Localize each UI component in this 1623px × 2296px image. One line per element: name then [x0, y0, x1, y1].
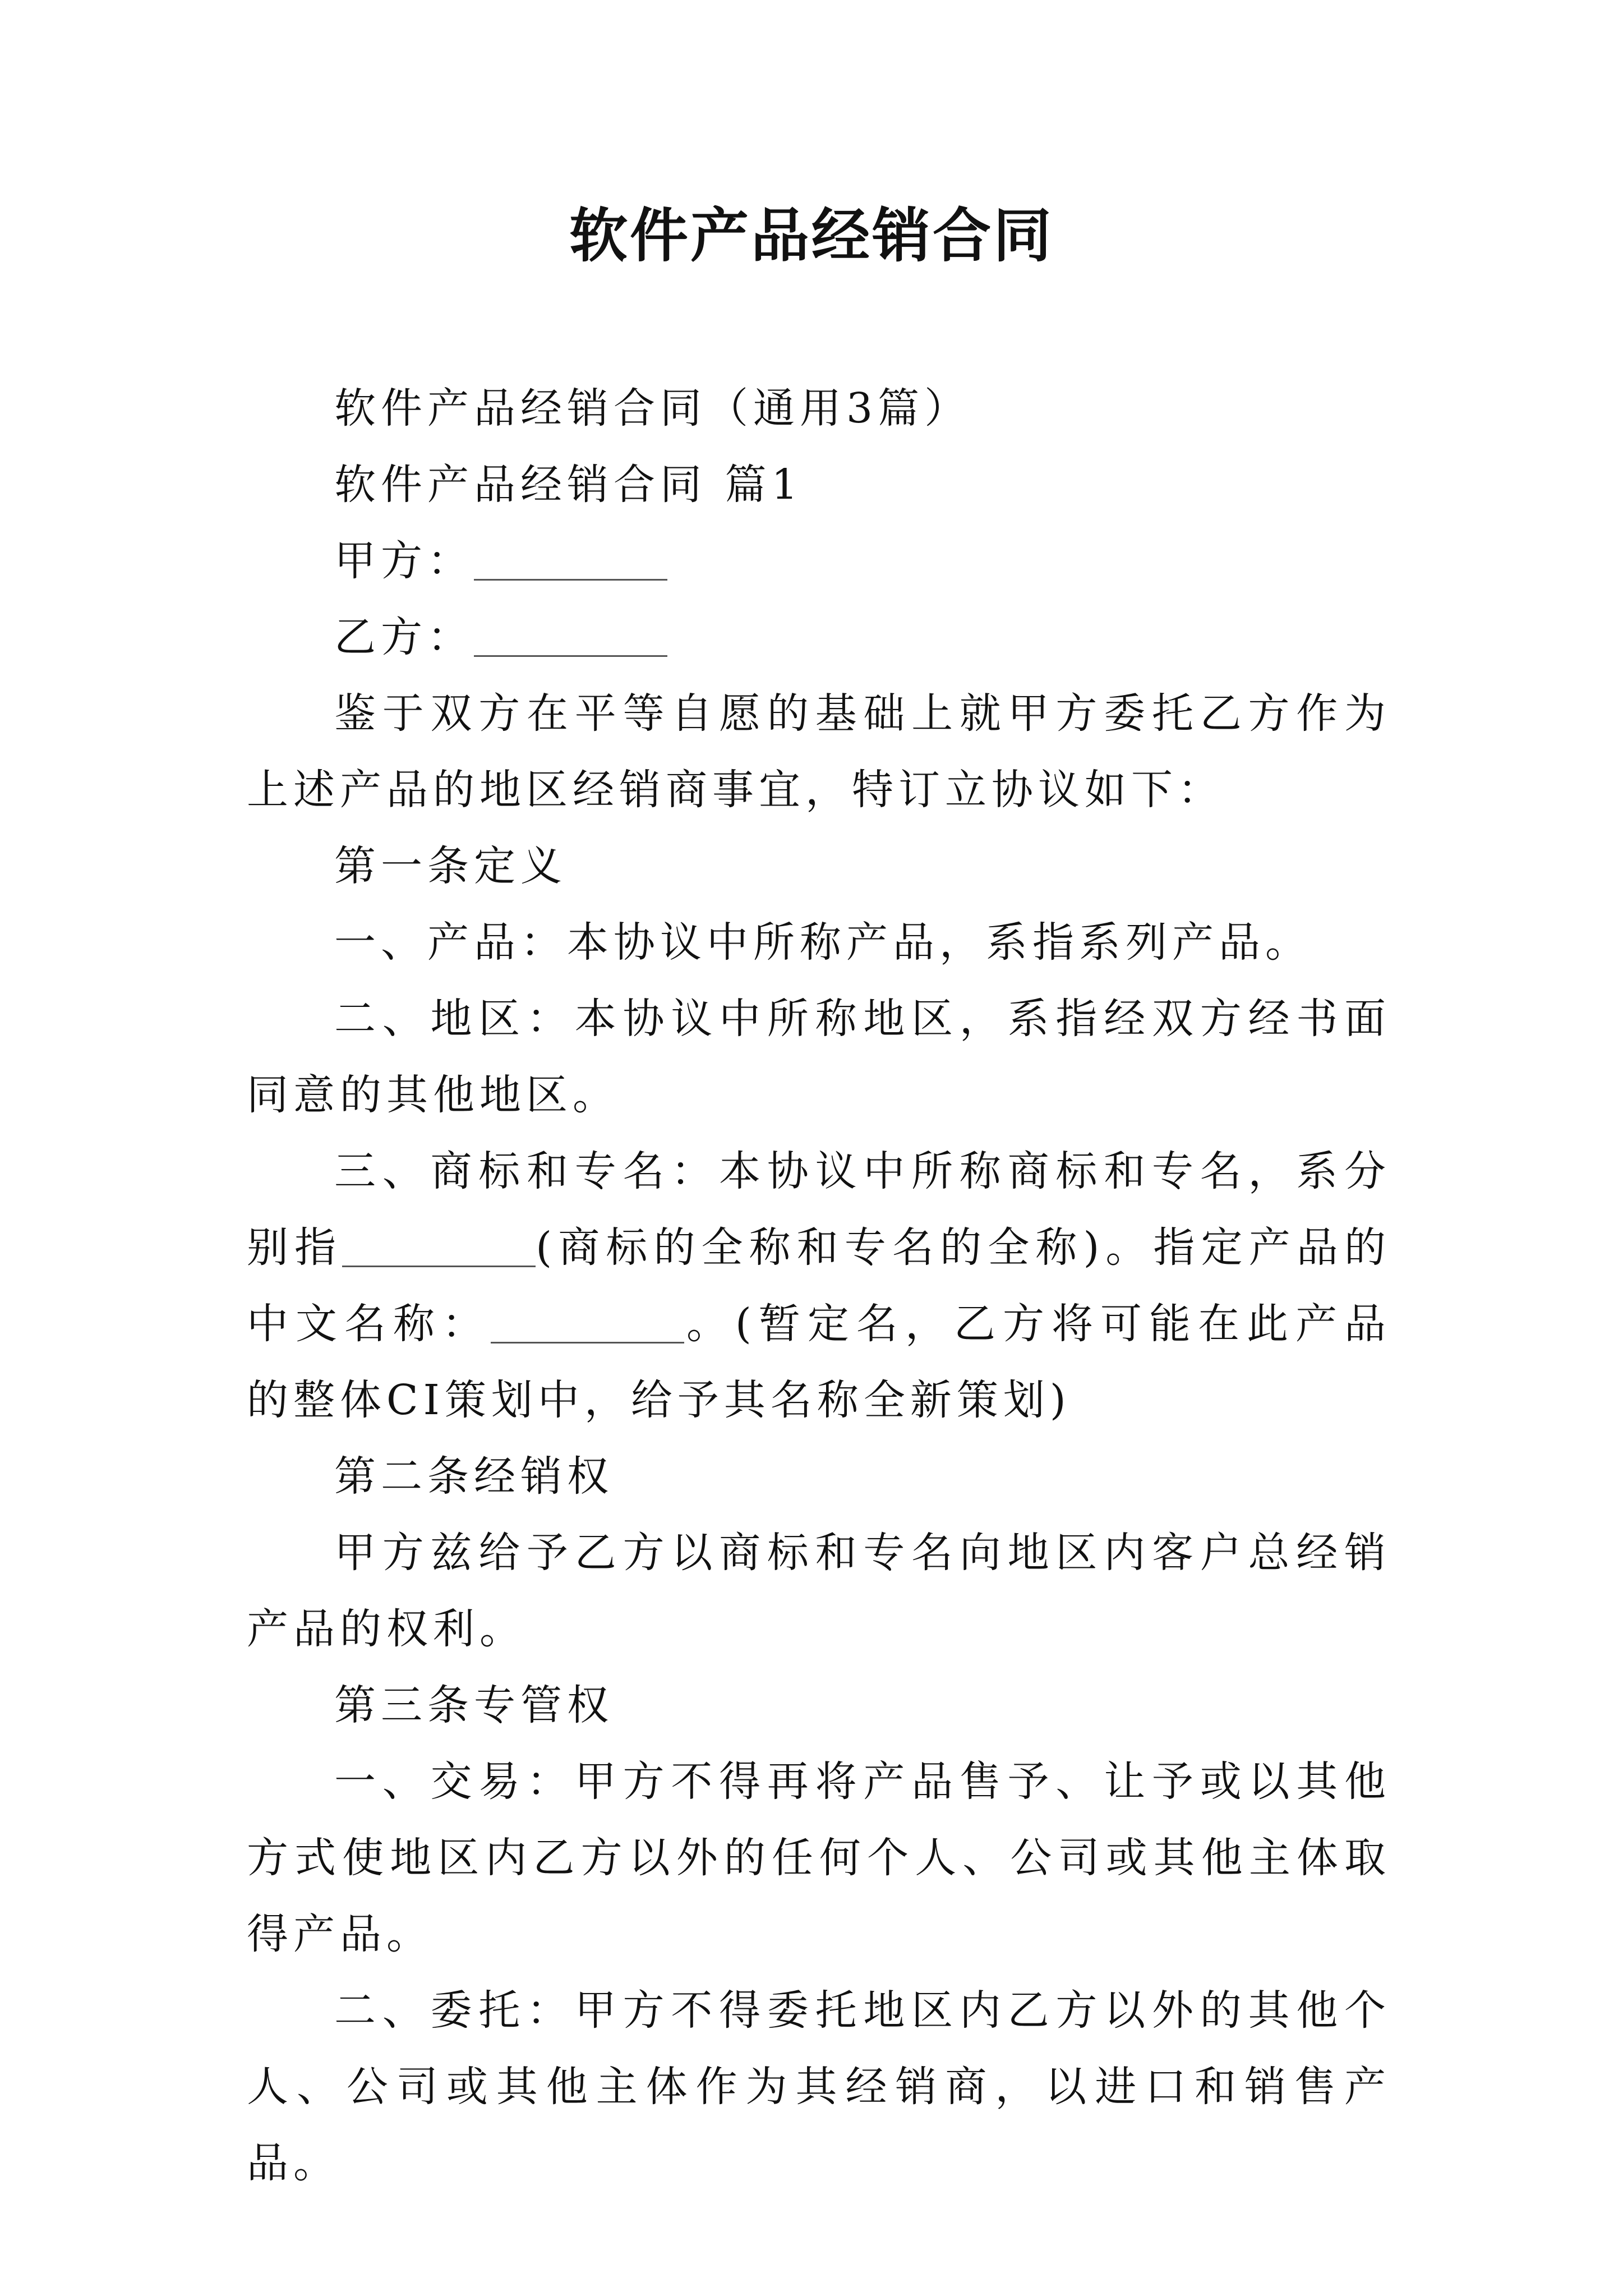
preamble-paragraph: 鉴于双方在平等自愿的基础上就甲方委托乙方作为上述产品的地区经销商事宜，特订立协议如下： [247, 689, 1391, 814]
article1-item3 [247, 1133, 1391, 1438]
article1-item1: 一、产品：本协议中所称产品，系指系列产品。 [334, 918, 1312, 967]
party-b-label: 乙方： [334, 613, 474, 661]
party-a-label: 甲方： [334, 537, 474, 585]
party-b-blank [474, 616, 667, 657]
product-name-blank [491, 1303, 684, 1343]
article2-text: 甲方兹给予乙方以商标和专名向地区内客户总经销产品的权利。 [247, 1529, 1391, 1653]
article1-heading: 第一条定义 [334, 842, 567, 890]
article1-item3-part2: (商标的全称和专名的全称)。指定产品的中文名称： [247, 1223, 1391, 1348]
article3-item2: 二、委托：甲方不得委托地区内乙方以外的其他个人、公司或其他主体作为其经销商，以进口和销售产品。 [247, 1986, 1391, 2187]
document-body [247, 370, 1391, 2201]
section-heading: 软件产品经销合同 篇1 [334, 461, 803, 509]
article2-heading: 第二条经销权 [334, 1452, 614, 1501]
article1-item3-part3: 。(暂定名，乙方将可能在此产品的整体CI策划中，给予其名称全新策划) [247, 1300, 1391, 1424]
article3-item1: 一、交易：甲方不得再将产品售予、让予或以其他方式使地区内乙方以外的任何个人、公司或其他主体取得产品。 [247, 1757, 1391, 1958]
party-b-line [247, 599, 1391, 675]
trademark-blank [342, 1226, 536, 1267]
article3-heading: 第三条专管权 [334, 1681, 614, 1729]
article1-item2: 二、地区：本协议中所称地区，系指经双方经书面同意的其他地区。 [247, 995, 1391, 1119]
article1-item3-part1: 三、商标和专名：本协议中所称商标和专名，系分别指 [247, 1147, 1391, 1272]
document-title: 软件产品经销合同 [569, 201, 1054, 270]
document-subtitle: 软件产品经销合同（通用3篇） [334, 384, 971, 432]
party-a-line [247, 523, 1391, 599]
party-a-blank [474, 540, 667, 581]
